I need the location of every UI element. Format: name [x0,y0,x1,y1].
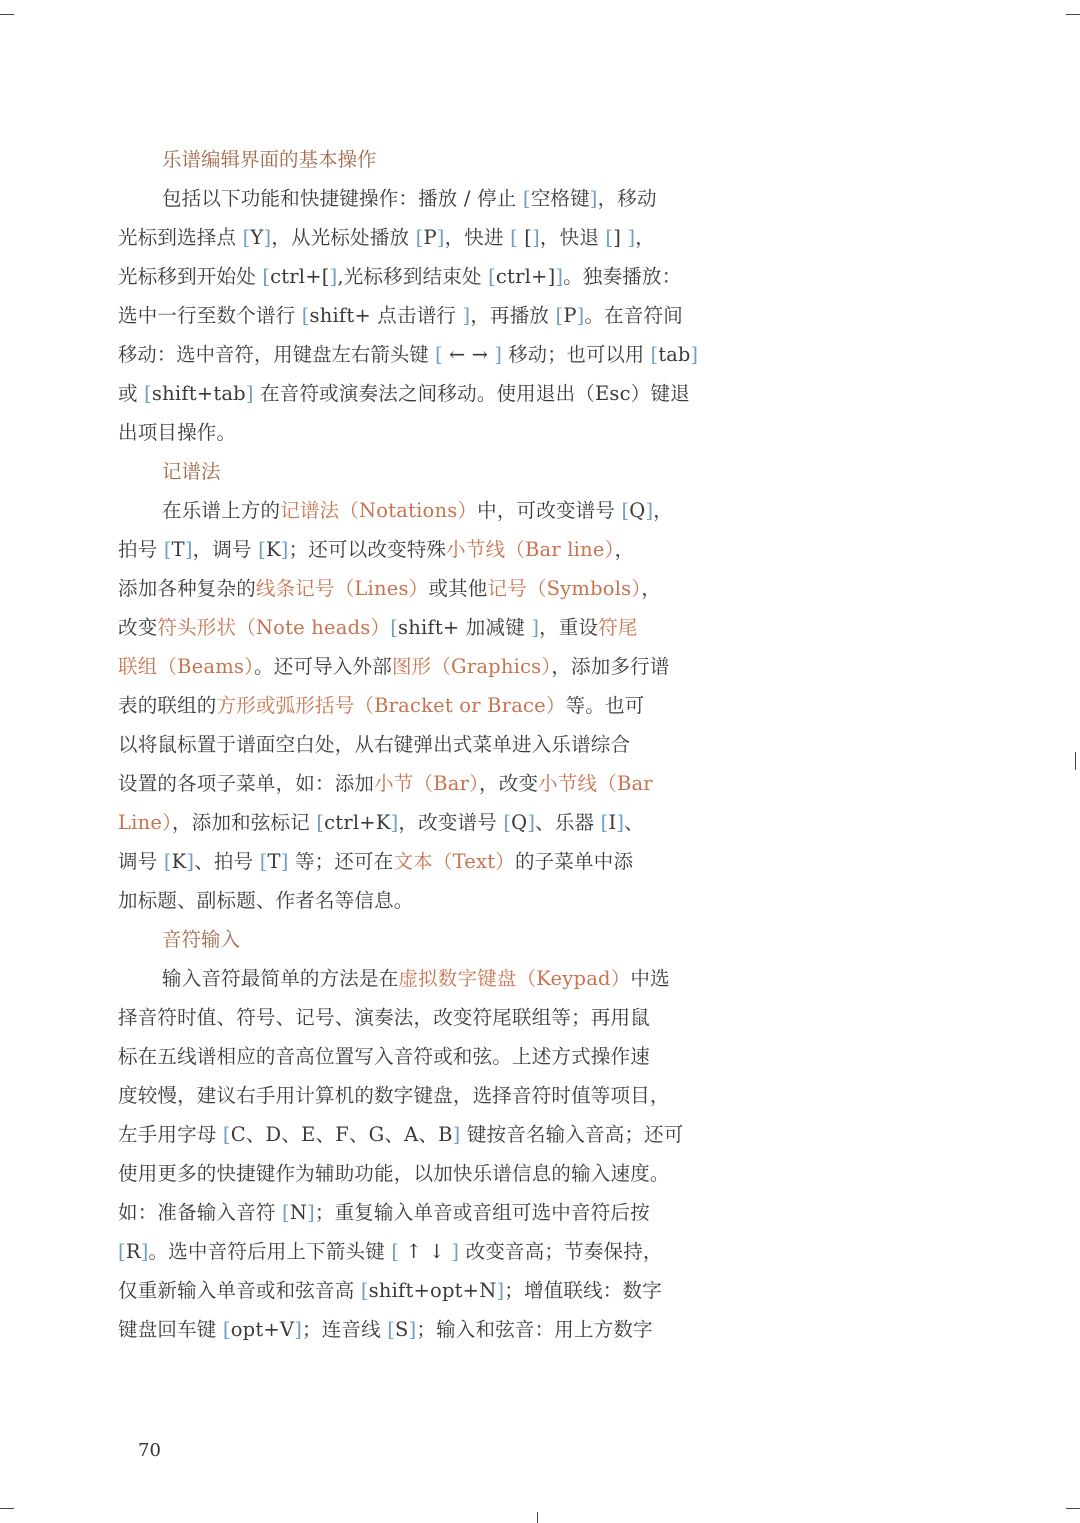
text-line [118,608,698,647]
text-run: 使用更多的快捷键作为辅助功能，以加快乐谱信息的输入速度。 [118,1162,670,1185]
text-run: K [265,538,281,561]
text-run: 等；还可在 [288,850,394,873]
shortcut-bracket: ] [494,343,503,366]
text-run: ctrl+[ [270,265,330,288]
text-run: K [171,850,187,873]
section-heading: 音符输入 [162,928,241,951]
text-run: ；还可以改变特殊 [288,538,447,561]
shortcut-bracket: ] [390,811,399,834]
text-line [118,959,698,998]
shortcut-bracket: [ [503,811,512,834]
text-run: 光标移到开始处 [118,265,263,288]
text-run: ；重复输入单音或音组可选中音符后按 [314,1201,650,1224]
text-line [118,686,698,725]
text-run: ,光标移到结束处 [337,265,489,288]
text-line [118,998,698,1037]
shortcut-bracket: [ [163,538,172,561]
text-run: T [171,538,185,561]
shortcut-bracket: ] [555,265,564,288]
shortcut-bracket: [ [262,265,271,288]
shortcut-bracket: [ [605,226,614,249]
text-line [118,881,698,920]
section-paragraph [118,179,698,452]
highlighted-term: 线条记号（Lines） [255,577,429,600]
shortcut-bracket: ] [589,187,598,210]
shortcut-bracket: ] [184,538,193,561]
shortcut-bracket: ] [452,1123,461,1146]
text-run: ，从光标处播放 [271,226,416,249]
shortcut-bracket: [ [222,1318,231,1341]
shortcut-bracket: [ [488,265,496,288]
shortcut-bracket: [ [387,1318,396,1341]
text-line [118,296,698,335]
text-run: 添加各种复杂的 [118,577,256,600]
text-run: ，改变谱号 [398,811,504,834]
text-run: shift+opt+N [368,1279,497,1302]
text-run: 仅重新输入单音或和弦音高 [118,1279,361,1302]
highlighted-term: 小节（Bar） [374,772,480,795]
text-run: 改变 [118,616,158,639]
text-run: 空格键 [530,187,590,210]
text-run: R [125,1240,141,1263]
shortcut-bracket: [ [390,616,399,639]
text-run: ，重设 [539,616,599,639]
text-line [118,1271,698,1310]
shortcut-bracket: ] [307,1201,315,1224]
text-run: P [563,304,577,327]
shortcut-bracket: [ [118,1240,126,1263]
highlighted-term: 虚拟数字键盘（Keypad） [398,967,631,990]
highlighted-term: 小节线（Bar line） [446,538,615,561]
shortcut-bracket: ] [616,811,625,834]
text-run: P [423,226,437,249]
text-run: 标在五线谱相应的音高位置写入音符或和弦。上述方式操作速 [118,1045,650,1068]
text-run: ， [614,538,635,561]
text-line [118,1037,698,1076]
text-run: ， [653,499,673,522]
text-run: Y [250,226,264,249]
text-run: ] [613,226,622,249]
text-run: 中，可改变谱号 [477,499,622,522]
text-run: 的子菜单中添 [514,850,634,873]
text-run: shift+ 加减键 [398,616,532,639]
text-line [118,1115,698,1154]
text-line [118,647,698,686]
text-run: ← → [442,343,495,366]
shortcut-bracket: [ [316,811,325,834]
shortcut-bracket: ] [645,499,654,522]
text-line [118,1193,698,1232]
shortcut-bracket: ] [263,226,272,249]
text-line [118,803,698,842]
text-run: 设置的各项子菜单，如：添加 [118,772,375,795]
shortcut-bracket: ] [245,382,254,405]
shortcut-bracket: ] [280,538,289,561]
shortcut-bracket: ] [451,1240,460,1263]
text-run: 加标题、副标题、作者名等信息。 [118,889,414,912]
text-run: 键按音名输入音高；还可 [460,1123,684,1146]
text-run: 出项目操作。 [118,421,237,444]
text-run: 移动；也可以用 [502,343,651,366]
text-run: 选中一行至数个谱行 [118,304,302,327]
highlighted-term: 联组（Beams） [118,655,255,678]
shortcut-bracket: ] [329,265,338,288]
text-line [118,764,698,803]
text-run: opt+V [230,1318,295,1341]
shortcut-bracket: ] [531,616,540,639]
shortcut-bracket: ] [408,1318,417,1341]
section-paragraph [118,491,698,920]
text-run: ，添加多行谱 [551,655,670,678]
text-run: T [267,850,281,873]
highlighted-term: 方形或弧形括号（Bracket or Brace） [216,694,566,717]
text-line [118,530,698,569]
crop-mark-bottom-left [0,1508,14,1509]
text-run: ，调号 [192,538,259,561]
text-line [118,569,698,608]
highlighted-term: 符尾 [598,616,638,639]
text-line [118,413,698,452]
text-run: tab [658,343,691,366]
text-line [118,1232,698,1271]
text-run: C、D、E、F、G、A、B [230,1123,453,1146]
section-paragraph [118,959,698,1349]
shortcut-bracket: [ [621,499,630,522]
page-number: 70 [138,1440,161,1461]
section-heading: 乐谱编辑界面的基本操作 [162,148,377,171]
text-run: 。选中音符后用上下箭头键 [148,1240,392,1263]
crop-mark-top-left [0,14,14,15]
text-line [118,1154,698,1193]
text-run: 在音符或演奏法之间移动。使用退出（Esc）键退 [253,382,690,405]
text-run: ；增值联线：数字 [504,1279,662,1302]
shortcut-bracket: [ [242,226,251,249]
text-run: 在乐谱上方的 [162,499,281,522]
body-text [118,140,698,1349]
text-run: Q [511,811,528,834]
text-run: 光标到选择点 [118,226,243,249]
shortcut-bracket: [ [510,226,518,249]
text-line [118,1310,698,1349]
shortcut-bracket: ] [690,343,699,366]
text-run: 移动：选中音符，用键盘左右箭头键 [118,343,436,366]
highlighted-term: 小节线（Bar [538,772,653,795]
shortcut-bracket: ] [462,304,471,327]
text-run: 或 [118,382,145,405]
shortcut-bracket: ] [186,850,195,873]
text-run: 度较慢，建议右手用计算机的数字键盘，选择音符时值等项目， [118,1084,670,1107]
highlighted-term: 图形（Graphics） [391,655,552,678]
text-run: ，添加和弦标记 [172,811,317,834]
text-run: ctrl+] [495,265,556,288]
text-line [118,218,698,257]
text-line [118,335,699,374]
text-run: ， [641,577,662,600]
text-run: S [395,1318,409,1341]
shortcut-bracket: [ [555,304,564,327]
text-line [118,179,698,218]
text-run: ，移动 [597,187,657,210]
shortcut-bracket: [ [391,1240,400,1263]
text-run: 调号 [118,850,164,873]
text-run: 。独奏播放： [563,265,682,288]
text-run: [ [517,226,533,249]
highlighted-term: 文本（Text） [393,850,515,873]
shortcut-bracket: [ [600,811,609,834]
text-run: ，快退 [539,226,606,249]
shortcut-bracket: [ [282,1201,290,1224]
text-line [118,725,698,764]
text-run: 表的联组的 [118,694,217,717]
shortcut-bracket: ] [527,811,536,834]
text-run: ，快进 [444,226,511,249]
highlighted-term: 记谱法（Notations） [280,499,478,522]
shortcut-bracket: [ [415,226,424,249]
shortcut-bracket: ] [294,1318,303,1341]
text-run: 左手用字母 [118,1123,223,1146]
text-run: ctrl+K [324,811,391,834]
shortcut-bracket: [ [360,1279,369,1302]
text-line [118,491,698,530]
text-run: ，改变 [479,772,539,795]
text-run: N [289,1201,308,1224]
text-line [118,842,698,881]
text-line [118,1076,698,1115]
crop-mark-right-mid [1075,752,1076,770]
text-run: 输入音符最简单的方法是在 [162,967,399,990]
text-run: 如：准备输入音符 [118,1201,282,1224]
highlighted-term: Line） [118,811,173,834]
text-run: ， [635,226,655,249]
shortcut-bracket: [ [522,187,531,210]
text-run: Q [629,499,646,522]
shortcut-bracket: [ [650,343,659,366]
shortcut-bracket: ] [280,850,289,873]
text-run: 择音符时值、符号、记号、演奏法，改变符尾联组等；再用鼠 [118,1006,650,1029]
text-run: ；连音线 [302,1318,388,1341]
shortcut-bracket: [ [163,850,172,873]
shortcut-bracket: ] [140,1240,149,1263]
text-run: 改变音高；节奏保持， [459,1240,663,1263]
text-run: I [608,811,617,834]
highlighted-term: 符头形状（Note heads） [157,616,391,639]
shortcut-bracket: [ [144,382,152,405]
text-run: 。还可导入外部 [254,655,392,678]
text-run: 中选 [630,967,670,990]
text-run: 键盘回车键 [118,1318,223,1341]
text-line [118,374,698,413]
crop-mark-bottom-center [537,1512,538,1523]
text-run: 。在音符间 [584,304,683,327]
shortcut-bracket: [ [435,343,443,366]
crop-mark-top-right [1066,14,1080,15]
text-run: 以将鼠标置于谱面空白处，从右键弹出式菜单进入乐谱综合 [118,733,631,756]
shortcut-bracket: [ [301,304,310,327]
text-run: ↑ ↓ [399,1240,452,1263]
text-run: 、拍号 [194,850,260,873]
shortcut-bracket: ] [621,226,636,249]
text-line [118,257,698,296]
text-run: ，再播放 [470,304,556,327]
crop-mark-bottom-right [1066,1508,1080,1509]
shortcut-bracket: [ [259,850,268,873]
shortcut-bracket: [ [258,538,266,561]
text-run: 或其他 [428,577,488,600]
text-run: shift+ 点击谱行 [309,304,463,327]
text-run: shift+tab [151,382,246,405]
highlighted-term: 记号（Symbols） [487,577,642,600]
text-run: 、乐器 [535,811,601,834]
shortcut-bracket: ] [576,304,585,327]
shortcut-bracket: ] [532,226,540,249]
shortcut-bracket: ] [496,1279,505,1302]
text-run: 拍号 [118,538,164,561]
text-run: ；输入和弦音：用上方数字 [416,1318,653,1341]
section-heading: 记谱法 [162,460,221,483]
text-run: 包括以下功能和快捷键操作：播放 / 停止 [162,187,523,210]
text-run: 等。也可 [565,694,645,717]
shortcut-bracket: [ [222,1123,231,1146]
shortcut-bracket: ] [436,226,445,249]
text-run: 、 [624,811,644,834]
